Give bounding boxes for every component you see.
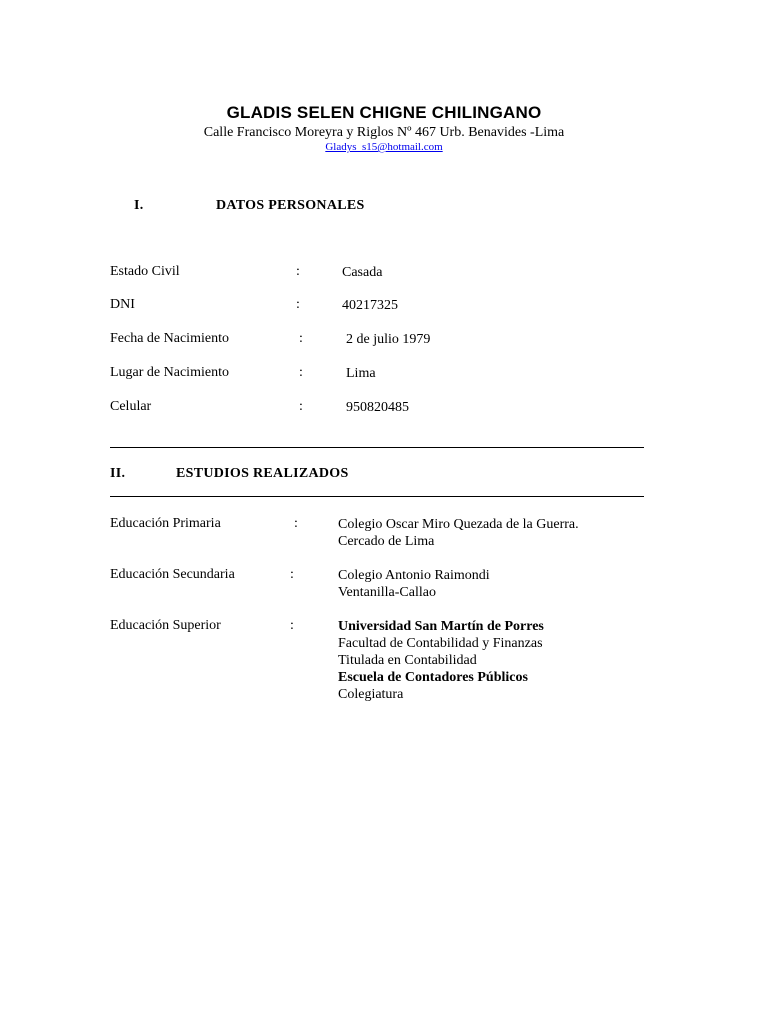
educacion-primaria-colon: : <box>294 516 298 531</box>
escuela-line: Escuela de Contadores Públicos <box>338 670 528 685</box>
educacion-secundaria-line-1: Colegio Antonio Raimondi <box>338 568 490 583</box>
estado-civil-label: Estado Civil <box>110 264 180 279</box>
fecha-nacimiento-value: 2 de julio 1979 <box>346 332 431 347</box>
celular-label: Celular <box>110 399 152 414</box>
estado-civil-value: Casada <box>342 265 383 280</box>
section-1-title: DATOS PERSONALES <box>216 198 365 213</box>
applicant-email <box>0 141 768 153</box>
applicant-name: GLADIS SELEN CHIGNE CHILINGANO <box>226 103 542 122</box>
dni-label: DNI <box>110 297 135 312</box>
facultad-line: Facultad de Contabilidad y Finanzas <box>338 636 543 651</box>
lugar-nacimiento-value: Lima <box>346 366 376 381</box>
section-2-title: ESTUDIOS REALIZADOS <box>176 466 349 481</box>
dni-colon: : <box>296 297 300 312</box>
fecha-nacimiento-label: Fecha de Nacimiento <box>110 331 229 346</box>
titulada-line: Titulada en Contabilidad <box>338 653 477 668</box>
section-1-number: I. <box>134 198 144 213</box>
estado-civil-colon: : <box>296 264 300 279</box>
educacion-primaria-line-1: Colegio Oscar Miro Quezada de la Guerra. <box>338 517 579 532</box>
lugar-nacimiento-label: Lugar de Nacimiento <box>110 365 229 380</box>
divider-bottom <box>110 496 644 497</box>
section-2-number: II. <box>110 466 126 481</box>
educacion-superior-label: Educación Superior <box>110 618 221 633</box>
educacion-primaria-value <box>338 516 579 550</box>
educacion-secundaria-line-2: Ventanilla-Callao <box>338 585 436 600</box>
celular-colon: : <box>299 399 303 414</box>
applicant-address: Calle Francisco Moreyra y Riglos Nº 467 Urb. Benavides -Lima <box>203 125 565 140</box>
educacion-secundaria-value <box>338 567 490 601</box>
fecha-nacimiento-colon: : <box>299 331 303 346</box>
lugar-nacimiento-colon: : <box>299 365 303 380</box>
educacion-superior-colon: : <box>290 618 294 633</box>
educacion-secundaria-colon: : <box>290 567 294 582</box>
educacion-secundaria-label: Educación Secundaria <box>110 567 235 582</box>
celular-value: 950820485 <box>346 400 409 415</box>
universidad-line: Universidad San Martín de Porres <box>338 619 544 634</box>
divider-top <box>110 447 644 448</box>
dni-value: 40217325 <box>342 298 398 313</box>
colegiatura-line: Colegiatura <box>338 687 404 702</box>
educacion-primaria-line-2: Cercado de Lima <box>338 534 435 549</box>
educacion-primaria-label: Educación Primaria <box>110 516 221 531</box>
email-link[interactable]: Gladys_s15@hotmail.com <box>325 141 443 153</box>
educacion-superior-value <box>338 618 544 703</box>
